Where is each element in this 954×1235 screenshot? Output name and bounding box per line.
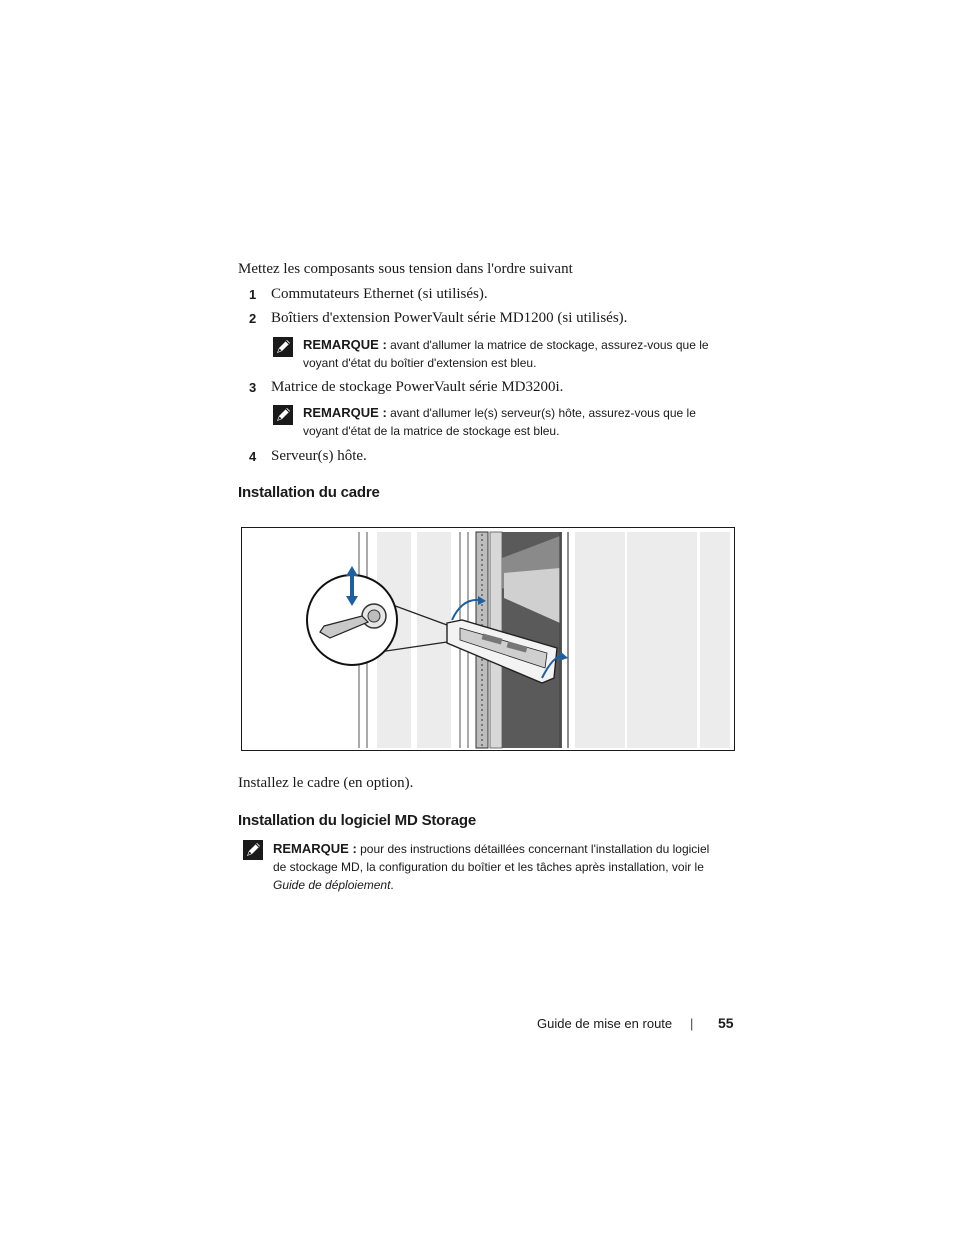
guide-reference: Guide de déploiement — [273, 878, 391, 892]
step-number: 4 — [249, 449, 257, 464]
step-number: 2 — [249, 311, 257, 326]
bezel-installation-diagram — [242, 528, 735, 751]
note-line: pour des instructions détaillées concernant l'installation du logiciel — [360, 842, 710, 856]
step-text: Matrice de stockage PowerVault série MD3200i. — [271, 379, 564, 395]
section-heading: Installation du cadre — [238, 484, 380, 501]
note-label: REMARQUE : — [303, 337, 387, 352]
step-number: 3 — [249, 380, 257, 395]
note-remark — [273, 840, 743, 894]
bezel-illustration — [241, 527, 735, 751]
note-line: avant d'allumer le(s) serveur(s) hôte, assurez-vous que le — [390, 406, 696, 420]
footer-separator: | — [690, 1016, 694, 1031]
note-pencil-icon — [273, 405, 293, 425]
note-end: . — [390, 878, 394, 892]
note-pencil-icon — [243, 840, 263, 860]
intro-text: Mettez les composants sous tension dans l'ordre suivant — [238, 261, 573, 277]
note-line: voyant d'état du boîtier d'extension est bleu. — [303, 356, 537, 370]
step-number: 1 — [249, 287, 257, 302]
section-heading: Installation du logiciel MD Storage — [238, 812, 477, 829]
note-pencil-icon — [273, 337, 293, 357]
footer-title: Guide de mise en route — [537, 1016, 673, 1031]
page-number: 55 — [718, 1015, 734, 1031]
note-line: voyant d'état de la matrice de stockage est bleu. — [303, 424, 560, 438]
note-line: avant d'allumer la matrice de stockage, assurez-vous que le — [390, 338, 709, 352]
note-label: REMARQUE : — [303, 405, 387, 420]
step-text: Commutateurs Ethernet (si utilisés). — [271, 286, 488, 302]
note-remark — [303, 404, 743, 440]
step-text: Boîtiers d'extension PowerVault série MD1200 (si utilisés). — [271, 310, 628, 326]
note-line: de stockage MD, la configuration du boîtier et les tâches après installation, voir le — [273, 860, 704, 874]
note-remark — [303, 336, 743, 372]
step-text: Serveur(s) hôte. — [271, 448, 367, 464]
note-label: REMARQUE : — [273, 841, 357, 856]
bezel-caption: Installez le cadre (en option). — [238, 775, 414, 791]
